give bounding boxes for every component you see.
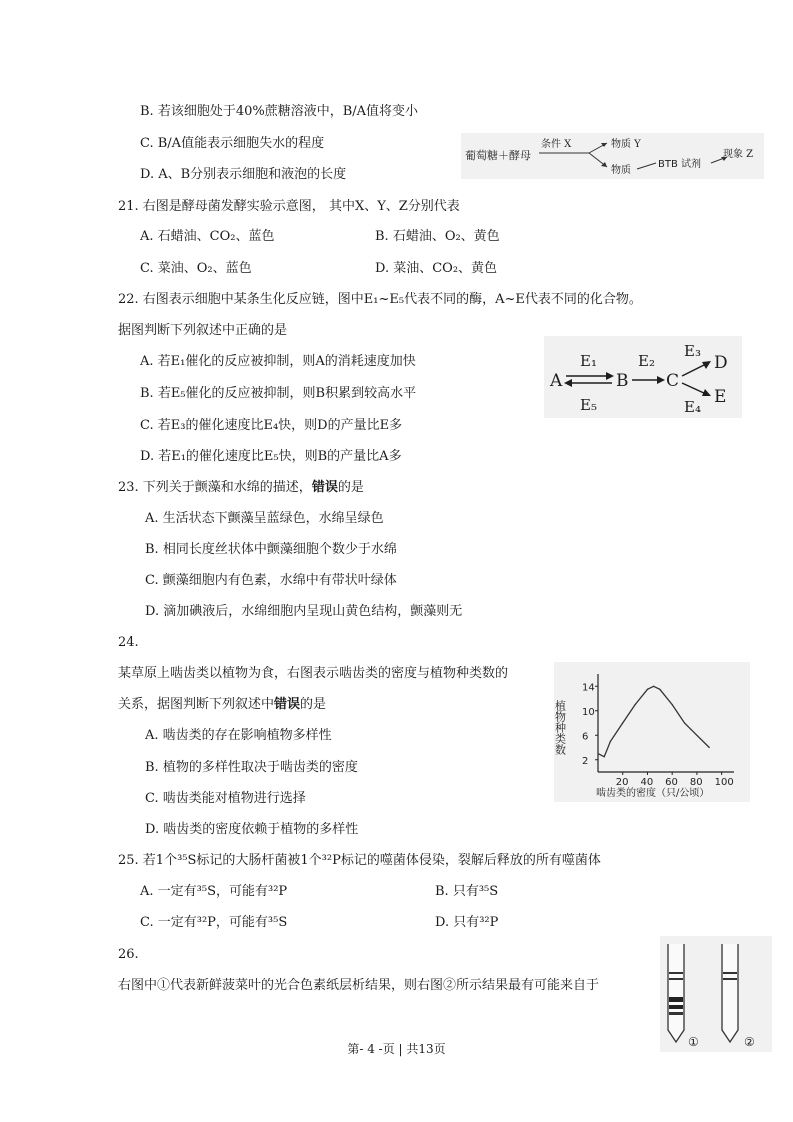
q26-stem: 右图中①代表新鲜菠菜叶的光合色素纸层析结果，则右图②所示结果最有可能来自于: [118, 978, 600, 993]
q21-option-d: D. 菜油、CO₂、黄色: [375, 261, 498, 276]
q23-option-a: A. 生活状态下颤藻呈蓝绿色，水绵呈绿色: [145, 511, 384, 526]
tube-1-label: ①: [688, 1035, 699, 1049]
q26-number: 26.: [118, 947, 139, 962]
compound-e: E: [714, 387, 727, 407]
diagram-glucose-yeast: 葡萄糖＋酵母: [465, 149, 531, 162]
q23-stem: [118, 479, 364, 497]
chart-series-line: [598, 686, 709, 756]
tube-2-band: [723, 972, 737, 974]
tube-1-band: [669, 1005, 683, 1009]
chart-data-point: [647, 689, 648, 690]
chart-x-label: 啮齿类的密度（只/公顷）: [596, 788, 710, 799]
q20-option-c: C. B/A值能表示细胞失水的程度: [140, 136, 325, 151]
fermentation-diagram: [461, 133, 764, 179]
chart-x-tick-label: 100: [714, 777, 734, 788]
tube-1-band: [669, 997, 683, 1002]
q21-option-c: C. 菜油、O₂、蓝色: [140, 261, 252, 276]
tube-2-label: ②: [744, 1035, 755, 1049]
reaction-chain-diagram: [544, 336, 742, 418]
chart-y-tick-label: 10: [582, 706, 595, 718]
chart-data-point: [610, 741, 611, 742]
q24-stem-2: [118, 696, 326, 714]
q25-option-b: B. 只有³⁵S: [435, 884, 499, 899]
chart-data-point: [659, 689, 660, 690]
chart-y-tick-label: 2: [582, 755, 589, 767]
chart-data-point: [597, 753, 598, 754]
q20-option-d: D. A、B分别表示细胞和液泡的长度: [140, 167, 347, 182]
chart-data-point: [653, 686, 654, 687]
q21-option-a: A. 石蜡油、CO₂、蓝色: [140, 229, 275, 244]
chart-y-label: 植物种类数: [554, 700, 567, 755]
tube-2-band: [723, 978, 737, 980]
q22-stem: 22. 右图表示细胞中某条生化反应链，图中E₁~E₅代表不同的酶，A~E代表不同的化合物。: [118, 292, 642, 307]
q24-option-b: B. 植物的多样性取决于啮齿类的密度: [145, 760, 358, 775]
tube-1-band: [669, 972, 683, 974]
compound-d: D: [714, 353, 728, 373]
q24-stem-emphasis: 错误: [274, 697, 301, 712]
diagram-product-y: 物质 Y: [611, 139, 641, 150]
chromatography-tubes-figure: [660, 936, 772, 1052]
q24-option-a: A. 啮齿类的存在影响植物多样性: [145, 728, 332, 743]
q25-option-a: A. 一定有³⁵S，可能有³²P: [140, 884, 288, 899]
q24-stem-post: 的是: [300, 697, 327, 712]
q24-number: 24.: [118, 635, 139, 650]
q22-option-d: D. 若E₁的催化速度比E₅快，则B的产量比A多: [140, 449, 402, 464]
q20-option-b: B. 若该细胞处于40%蔗糖溶液中，B/A值将变小: [140, 104, 419, 119]
enzyme-e1: E₁: [580, 352, 597, 370]
q22-option-c: C. 若E₃的催化速度比E₄快，则D的产量比E多: [140, 418, 403, 433]
chart-y-tick-label: 6: [582, 731, 589, 743]
q21-option-b: B. 石蜡油、O₂、黄色: [375, 229, 500, 244]
chart-data-point: [684, 722, 685, 723]
q22-option-b: B. 若E₅催化的反应被抑制，则B积累到较高水平: [140, 386, 417, 401]
enzyme-e4: E₄: [684, 398, 701, 416]
compound-a: A: [550, 371, 563, 391]
tube-1: [668, 944, 684, 1042]
tube-1-band: [669, 1012, 683, 1015]
diagram-condition-x: 条件 X: [541, 139, 572, 150]
diagram-result-z: 现象 Z: [723, 149, 754, 160]
chart-x-tick-label: 20: [615, 777, 629, 788]
chart-data-point: [634, 704, 635, 705]
q21-stem: 21. 右图是酵母菌发酵实验示意图， 其中X、Y、Z分别代表: [118, 199, 460, 214]
diagram-btb-reagent: BTB 试剂: [658, 159, 702, 170]
q23-stem-post: 的是: [337, 480, 364, 495]
q22-stem-2: 据图判断下列叙述中正确的是: [118, 323, 288, 338]
chart-y-tick-label: 14: [582, 682, 595, 694]
q23-stem-emphasis: 错误: [311, 480, 338, 495]
chart-data-point: [604, 756, 605, 757]
enzyme-e3: E₃: [684, 342, 701, 360]
rodent-density-chart: [554, 662, 750, 802]
chart-data-point: [709, 747, 710, 748]
q25-option-d: D. 只有³²P: [435, 915, 499, 930]
chart-data-point: [672, 704, 673, 705]
q24-option-c: C. 啮齿类能对植物进行选择: [145, 791, 306, 806]
q24-stem-1: 某草原上啮齿类以植物为食，右图表示啮齿类的密度与植物种类数的: [118, 666, 509, 681]
compound-c: C: [666, 371, 680, 391]
q25-option-c: C. 一定有³²P，可能有³⁵S: [140, 915, 288, 930]
diagram-product-2: 物质: [611, 165, 631, 176]
enzyme-e2: E₂: [638, 352, 655, 370]
compound-b: B: [616, 371, 629, 391]
chart-data-point: [622, 722, 623, 723]
q22-option-a: A. 若E₁催化的反应被抑制，则A的消耗速度加快: [140, 354, 416, 369]
tube-2: [722, 944, 738, 1042]
chart-x-tick-label: 40: [640, 777, 654, 788]
q23-option-c: C. 颤藻细胞内有色素，水绵中有带状叶绿体: [145, 573, 397, 588]
chart-x-tick-label: 80: [689, 777, 703, 788]
q23-option-b: B. 相同长度丝状体中颤藻细胞个数少于水绵: [145, 542, 397, 557]
enzyme-e5: E₅: [580, 396, 597, 414]
q25-stem: 25. 若1个³⁵S标记的大肠杆菌被1个³²P标记的噬菌体侵染，裂解后释放的所有噬菌体: [118, 853, 601, 868]
chart-data-point: [696, 735, 697, 736]
chart-x-tick-label: 60: [665, 777, 678, 788]
page-footer: 第- 4 -页 | 共13页: [347, 1042, 446, 1056]
q24-option-d: D. 啮齿类的密度依赖于植物的多样性: [145, 822, 359, 837]
tube-1-band: [669, 978, 683, 980]
q24-stem-pre: 关系，据图判断下列叙述中: [118, 697, 275, 712]
q23-stem-pre: 23. 下列关于颤藻和水绵的描述，: [118, 480, 312, 495]
q23-option-d: D. 滴加碘液后，水绵细胞内呈现山黄色结构，颤藻则无: [145, 604, 463, 619]
